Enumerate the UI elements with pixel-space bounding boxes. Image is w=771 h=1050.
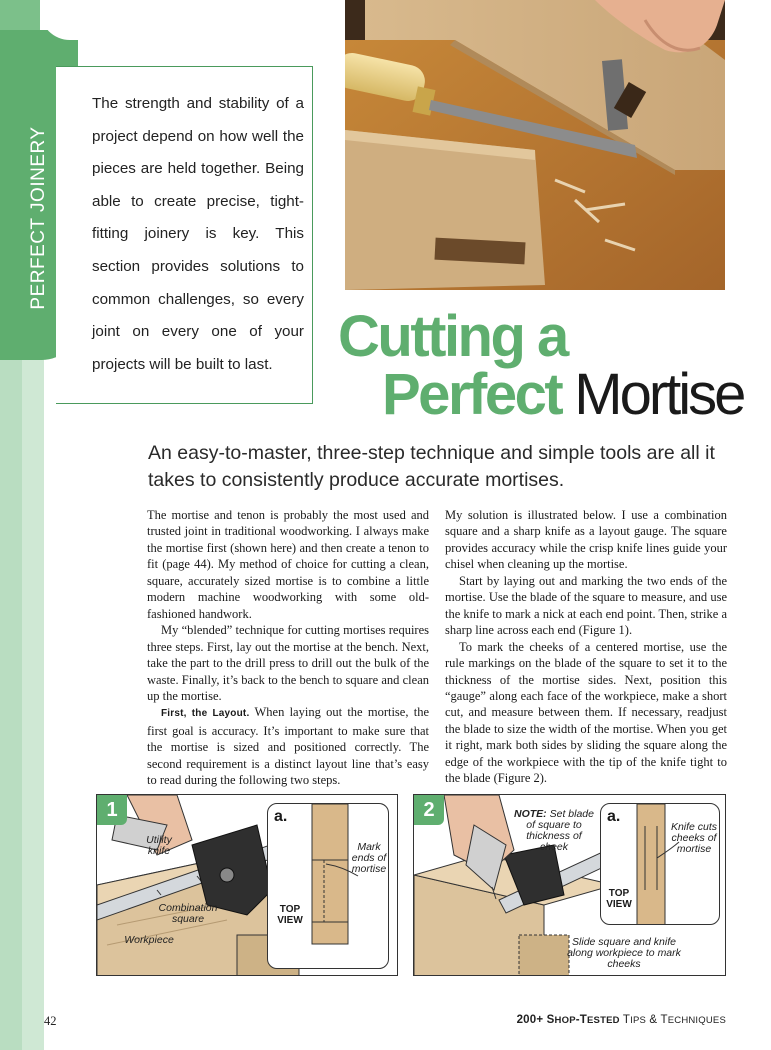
inset-2-letter: a. <box>607 808 621 825</box>
deck: An easy-to-master, three-step technique and simple tools are all it takes to consistently produce accurate mortises. <box>148 442 715 491</box>
body-paragraph: My “blended” technique for cutting mortises requires three steps. First, lay out the mortise at the bench. Next, take the part to the drill press to drill out the bulk of the waste. Finally, it’s back to the bench to square and clean up the mortise. <box>147 623 429 703</box>
callout-utility-knife: Utility knife <box>146 834 172 857</box>
callout-note <box>512 809 596 853</box>
inset-2-top-view: TOP VIEW <box>606 888 632 910</box>
page-number: 42 <box>44 1014 57 1028</box>
callout-combination-square: Combination square <box>158 902 218 925</box>
inset-1-drawing <box>268 804 389 969</box>
figure-1-inset <box>267 803 389 969</box>
callout-workpiece: Workpiece <box>124 934 174 946</box>
tab-lower-band-dark <box>0 340 22 1050</box>
intro-text: The strength and stability of a project depend on how well the pieces are held together. Being able to create precise, tight-fitting joinery is key. This section provides solutions to common challenges, so every joint on every one of your projects will be built to last. <box>92 95 304 373</box>
chisel-photo-illustration <box>345 0 725 290</box>
title-word-mortise: Mortise <box>574 362 744 427</box>
figure-2-inset <box>600 803 720 925</box>
figure-1-number: 1 <box>97 795 127 825</box>
body-column-left <box>147 507 429 789</box>
body-paragraph: The mortise and tenon is probably the most used and trusted joint in traditional woodworking. I always make the mortise first (shown here) and then create a tenon to fit (page 44). My method of choice for cutting a clean, square, accurately sized mortise is to combine a little modern machine woodworking with some old-fashioned handwork. <box>147 508 429 621</box>
body-paragraph: Start by laying out and marking the two ends of the mortise. Use the blade of the square to measure, and use the knife to mark a nick at each end point. Then, strike a sharp line across each end (Figure 1). <box>445 573 727 638</box>
runin-text: When laying out the mortise, the first goal is accuracy. It’s important to make sure that the mortise is sized and positioned correctly. The second requirement is a distinct layout line that’s easy to read during the following two steps. <box>147 705 429 788</box>
callout-slide-square: Slide square and knife along workpiece to mark cheeks <box>567 936 681 970</box>
running-footer: 200+ SHOP-TESTED TIPS & TECHNIQUES <box>516 1014 726 1026</box>
body-column-right <box>445 507 727 787</box>
title-line-1: Cutting a <box>338 304 567 369</box>
note-label: NOTE: <box>514 808 547 820</box>
inset-1-letter: a. <box>274 808 288 825</box>
body-paragraph-runin <box>147 704 429 788</box>
body-paragraph: To mark the cheeks of a centered mortise, use the rule markings on the blade of the square to set it to the thickness of the mortise sides. Next, position this “gauge” along each face of the workpiece, make a short cut, and measure between them. If necessary, readjust the blade to size the width of the mortise. When you get it right, mark both sides by sliding the square along the edge of the workpiece with the tip of the knife tight to the blade (Figure 2). <box>445 639 727 786</box>
section-tab-label: PERFECT JOINERY <box>28 126 49 310</box>
chisel-photo <box>345 0 725 290</box>
body-paragraph: My solution is illustrated below. I use a combination square and a sharp knife as a layout gauge. The square provides accuracy while the crisp knife lines guide your chisel when cleaning up the mortise. <box>445 508 727 572</box>
title-word-perfect: Perfect <box>382 362 562 427</box>
inset-1-top-view: TOP VIEW <box>277 904 303 926</box>
figure-1 <box>96 794 398 976</box>
figure-2 <box>413 794 726 976</box>
callout-mark-ends: Mark ends of mortise <box>351 841 387 875</box>
note-text: Set blade of square to thickness of cheek <box>526 808 594 853</box>
runin-heading: First, the Layout. <box>161 708 250 720</box>
figure-2-number: 2 <box>414 795 444 825</box>
callout-knife-cuts-cheeks: Knife cuts cheeks of mortise <box>670 821 718 855</box>
title-line-2 <box>382 362 744 439</box>
